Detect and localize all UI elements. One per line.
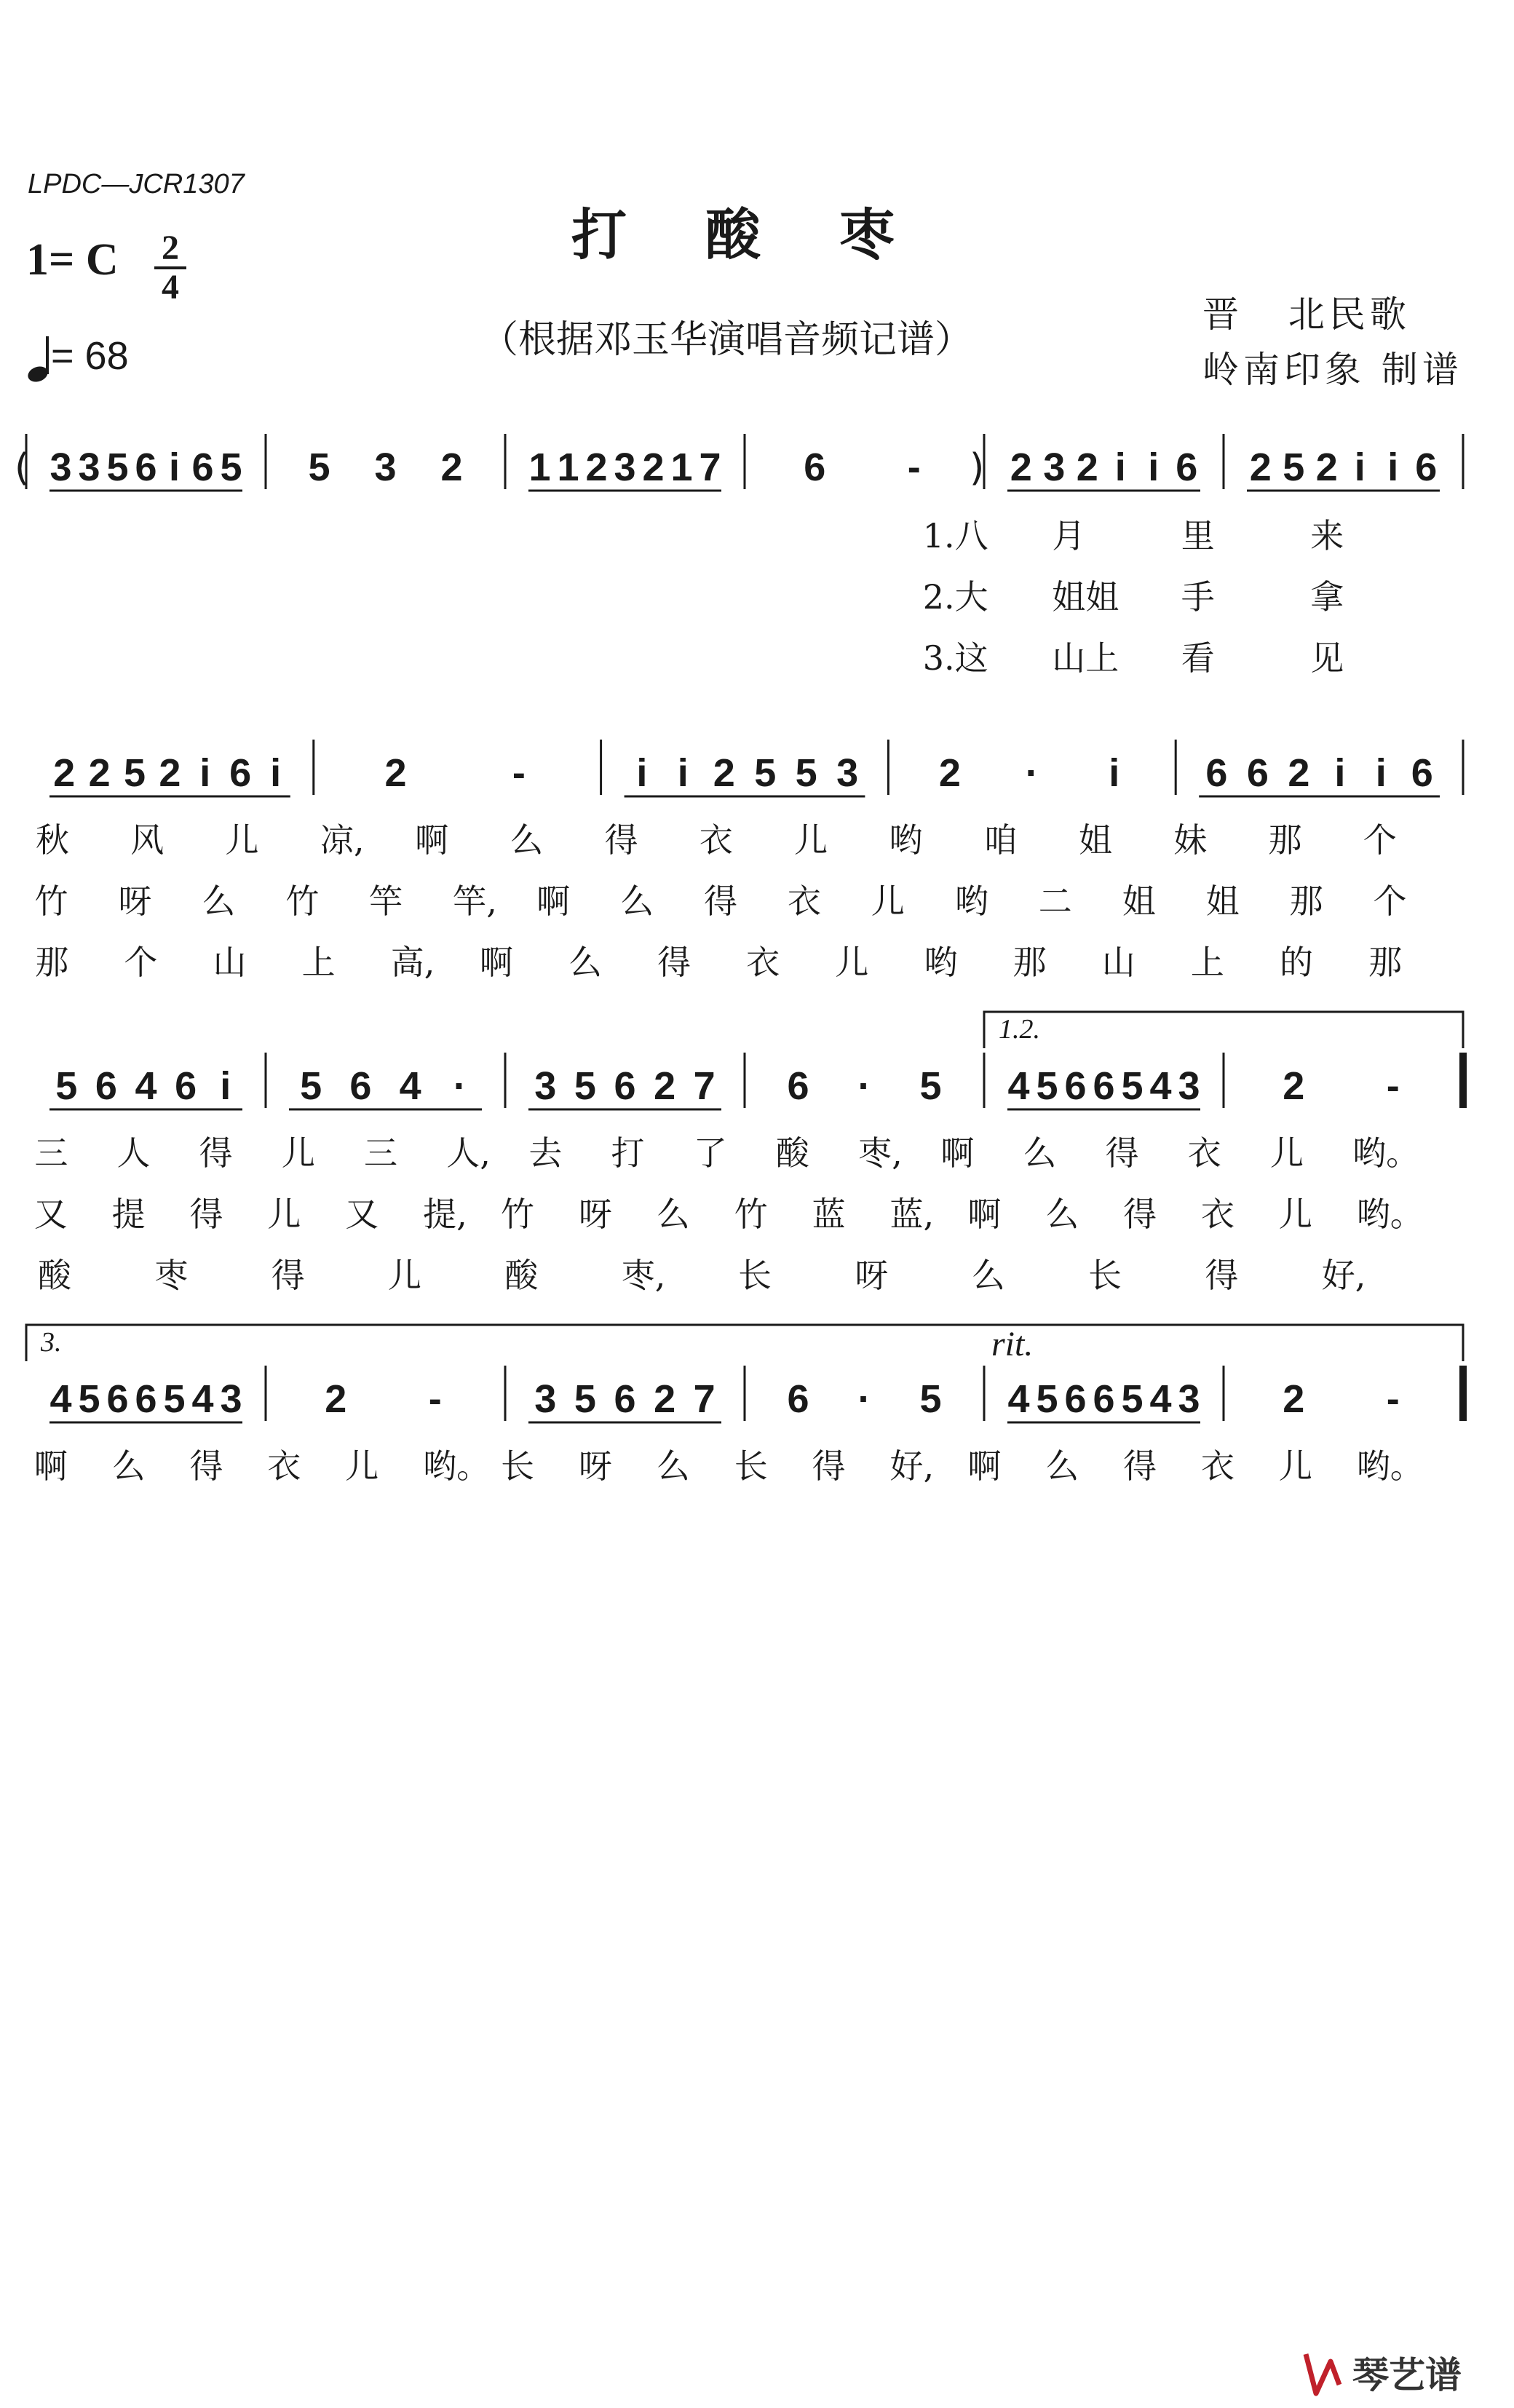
lyric-syllable: 枣, [858,1133,903,1173]
note: 2 [1249,445,1272,489]
note: · [857,1064,871,1108]
lyric-syllable: 哟。 [1356,1195,1424,1234]
lyric-syllable: 了 [693,1133,727,1173]
lyric-syllable: 得 [704,882,738,921]
lyric-syllable: 儿 [1278,1446,1312,1486]
lyric-syllable: 又 [345,1195,379,1234]
lyric-syllable: 得 [657,943,691,982]
qinyipu-logo-icon [1301,2348,1505,2399]
lyric-syllable: 得 [1123,1195,1157,1234]
note: 6 [95,1064,117,1108]
lyric-syllable: 哟 [889,820,923,860]
lyric-syllable: 么 [1045,1446,1079,1486]
note: 3 [1043,445,1066,489]
lyric-syllable: 酸 [504,1256,539,1295]
note: 5 [308,445,330,489]
note: 6 [135,1377,157,1421]
note: 6 [614,1064,636,1108]
note: 2 [440,445,463,489]
note: i [1114,445,1126,489]
song-title: 打酸枣 [571,202,973,267]
note: 5 [1121,1064,1144,1108]
lyric-syllable: 衣 [1187,1133,1221,1173]
note: 2 [1283,1064,1305,1108]
note: 2 [88,751,111,795]
lyric-syllable: 三 [34,1133,68,1173]
note: 2 [654,1064,676,1108]
lyric-syllable: 么 [656,1195,690,1234]
note: 1 [557,445,579,489]
lyric-syllable: 衣 [1201,1195,1235,1234]
lyric-syllable: 竹 [34,882,68,921]
lyric-syllable: 啊 [967,1195,1002,1234]
note: 1 [670,445,693,489]
note: · [1025,751,1039,795]
lyric-syllable: 人 [116,1133,151,1173]
note: i [636,751,648,795]
note: 6 [175,1064,197,1108]
note: 3 [220,1377,242,1421]
lyric-syllable: 儿 [281,1133,315,1173]
lyric-syllable: 姐 [1122,882,1156,921]
lyric-syllable: 啊 [536,882,571,921]
lyric-syllable: 酸 [775,1133,809,1173]
note: 7 [699,445,721,489]
lyric-syllable: 姐 [1078,820,1112,860]
lyric-syllable: 个 [1363,820,1397,860]
lyric-syllable: 啊 [479,943,513,982]
lyric-syllable: 蓝 [812,1195,846,1234]
note: 2 [1315,445,1338,489]
lyric-syllable: 上 [301,943,336,982]
lyric-syllable: 去 [528,1133,563,1173]
lyric-syllable: 啊 [940,1133,975,1173]
paren-open: ( [15,446,30,490]
paren-close: ) [970,446,985,490]
attribution-origin: 晋 北民歌 [1202,293,1411,336]
lyric-syllable: 个 [124,943,158,982]
lyric-syllable: 长 [738,1256,772,1295]
lyric-syllable: 妹 [1173,820,1208,860]
note: 7 [693,1064,716,1108]
note: i [1375,751,1387,795]
note: 1 [528,445,551,489]
note: - [512,751,526,795]
note: 3 [1178,1064,1200,1108]
lyric-syllable: 么 [510,820,544,860]
lyric-syllable: 儿 [225,820,259,860]
note: 5 [1036,1377,1058,1421]
lyric-syllable: 长 [501,1446,535,1486]
lyric-syllable: 儿 [345,1446,379,1486]
lyric-syllable: 个 [1373,882,1407,921]
lyric-syllable: 么 [620,882,654,921]
note: i [270,751,282,795]
note: 4 [1149,1064,1172,1108]
lyric-syllable: 得 [1105,1133,1139,1173]
lyric-syllable: 儿 [267,1195,301,1234]
note: 4 [135,1064,157,1108]
lyric-syllable: 那 [1268,820,1302,860]
lyric-syllable: 呀 [118,882,152,921]
volta-label: 3. [41,1327,62,1358]
lyric-syllable: 么 [1045,1195,1079,1234]
note: 6 [787,1064,809,1108]
lyric-syllable: 拿 [1310,577,1344,617]
note: 6 [1411,751,1433,795]
note: 4 [191,1377,214,1421]
note: 5 [163,1377,186,1421]
note: 4 [1007,1377,1030,1421]
volta-bracket [984,1012,1463,1048]
score-code: LPDC—JCR1307 [28,169,245,199]
note: - [907,445,921,489]
note: - [1386,1064,1400,1108]
note: 5 [78,1377,100,1421]
lyric-syllable: 凉, [320,820,365,860]
note: i [1109,751,1120,795]
note: i [220,1064,231,1108]
lyric-syllable: 姐 [1205,882,1240,921]
note: 3 [49,445,72,489]
lyric-syllable: 上 [1190,943,1224,982]
lyric-syllable: 来 [1310,516,1344,555]
lyric-syllable: 哟。 [1356,1446,1424,1486]
note: 3 [614,445,636,489]
lyric-syllable: 呀 [578,1195,612,1234]
note: 2 [585,445,608,489]
lyric-syllable: 山 [213,943,247,982]
note: 3 [534,1064,557,1108]
lyric-syllable: 山 [1101,943,1136,982]
note: 6 [1415,445,1438,489]
note: i [1387,445,1399,489]
lyric-syllable: 得 [1205,1256,1239,1295]
lyric-syllable: 的 [1279,943,1313,982]
lyric-syllable: 得 [199,1133,233,1173]
lyric-syllable: 么 [111,1446,146,1486]
lyric-syllable: 那 [35,943,69,982]
lyric-syllable: 手 [1181,577,1215,617]
lyric-syllable: 衣 [1201,1446,1235,1486]
note: 5 [220,445,242,489]
lyric-syllable: 长 [734,1446,768,1486]
note: 4 [49,1377,72,1421]
note: i [199,751,211,795]
note: 5 [919,1064,942,1108]
note: 6 [1205,751,1228,795]
lyric-syllable: 2.大 [922,577,988,617]
note: 5 [795,751,817,795]
lyric-syllable: 人, [446,1133,491,1173]
lyric-syllable: 啊 [33,1446,68,1486]
lyric-syllable: 哟。 [423,1446,491,1486]
note: 3 [534,1377,557,1421]
note: 6 [1176,445,1198,489]
lyric-syllable: 风 [130,820,165,860]
lyric-syllable: 么 [202,882,236,921]
note: 5 [1121,1377,1144,1421]
lyric-syllable: 高, [390,943,435,982]
note: 6 [229,751,252,795]
lyric-syllable: 呀 [578,1446,612,1486]
note: 6 [1246,751,1269,795]
note: 6 [614,1377,636,1421]
lyric-syllable: 三 [364,1133,398,1173]
note: - [428,1377,442,1421]
lyric-syllable: 得 [604,820,638,860]
meter-bottom: 4 [162,268,179,306]
note: 2 [159,751,181,795]
lyric-syllable: 哟。 [1352,1133,1420,1173]
lyric-syllable: 看 [1181,638,1215,678]
lyric-syllable: 得 [189,1446,223,1486]
lyric-syllable: 竿 [369,882,403,921]
lyric-syllable: 枣, [621,1256,666,1295]
lyric-syllable: 月 [1052,516,1086,555]
lyric-syllable: 哟 [924,943,958,982]
note: 5 [1036,1064,1058,1108]
note: 6 [349,1064,372,1108]
lyric-syllable: 得 [1123,1446,1157,1486]
lyric-syllable: 呀 [855,1256,889,1295]
lyric-syllable: 竹 [501,1195,535,1234]
note: 5 [300,1064,322,1108]
note: · [453,1064,467,1108]
lyric-syllable: 那 [1368,943,1403,982]
note: 5 [919,1377,942,1421]
lyric-syllable: 哟 [954,882,988,921]
lyric-syllable: 提 [111,1195,146,1234]
lyric-syllable: 么 [971,1256,1005,1295]
lyric-syllable: 竹 [285,882,320,921]
note: 5 [106,445,129,489]
note: 4 [1007,1064,1030,1108]
note: 2 [325,1377,347,1421]
lyric-syllable: 咱 [983,820,1018,860]
note: 7 [693,1377,716,1421]
key-signature: 1= C [26,235,119,285]
note: 3 [78,445,100,489]
attribution-arranger: 岭南印象 制谱 [1202,349,1463,391]
note: 2 [1010,445,1032,489]
note: 6 [1064,1064,1087,1108]
lyric-syllable: 儿 [794,820,828,860]
lyric-syllable: 儿 [1278,1195,1312,1234]
lyric-syllable: 好, [1321,1256,1366,1295]
lyric-syllable: 竹 [734,1195,768,1234]
lyric-syllable: 儿 [388,1256,422,1295]
lyric-syllable: 山上 [1052,638,1119,678]
lyric-syllable: 好, [889,1446,935,1486]
note: 2 [53,751,76,795]
lyric-syllable: 提, [423,1195,467,1234]
lyric-syllable: 长 [1088,1256,1122,1295]
lyric-syllable: 3.这 [922,638,988,678]
lyric-syllable: 那 [1012,943,1047,982]
note: 6 [804,445,826,489]
note: i [168,445,181,489]
volta-label: 1.2. [999,1014,1040,1045]
note: 5 [55,1064,78,1108]
lyric-syllable: 秋 [36,820,70,860]
note: 2 [1076,445,1098,489]
lyric-syllable: 儿 [835,943,869,982]
note: 6 [787,1377,809,1421]
note: 6 [1093,1064,1115,1108]
subtitle: （根据邓玉华演唱音频记谱） [480,318,973,362]
note: 3 [374,445,397,489]
lyric-syllable: 得 [812,1446,846,1486]
expression-mark: rit. [991,1325,1034,1363]
lyric-syllable: 么 [568,943,602,982]
lyric-syllable: 里 [1181,516,1215,555]
note: 5 [574,1064,596,1108]
note: 2 [1283,1377,1305,1421]
note: 4 [399,1064,421,1108]
lyric-syllable: 枣 [154,1256,189,1295]
lyric-syllable: 竿, [453,882,497,921]
lyric-syllable: 衣 [699,820,733,860]
note: 4 [1149,1377,1172,1421]
note: 6 [106,1377,129,1421]
lyric-syllable: 得 [271,1256,305,1295]
note: 2 [938,751,961,795]
lyric-syllable: 么 [656,1446,690,1486]
meter-top: 2 [162,229,179,267]
note: 6 [191,445,214,489]
note: 6 [135,445,157,489]
note: - [1386,1377,1400,1421]
note: i [1354,445,1366,489]
note: 2 [384,751,407,795]
watermark-text: 琴艺谱 [1352,2354,1462,2396]
note: 2 [654,1377,676,1421]
lyric-syllable: 见 [1310,638,1344,678]
lyric-syllable: 那 [1289,882,1323,921]
lyric-syllable: 衣 [787,882,821,921]
lyric-syllable: 蓝, [889,1195,935,1234]
note: 6 [1064,1377,1087,1421]
lyric-syllable: 衣 [267,1446,301,1486]
note: 3 [1178,1377,1200,1421]
lyric-syllable: 姐姐 [1052,577,1119,617]
note: i [677,751,689,795]
lyric-syllable: 酸 [38,1256,72,1295]
lyric-syllable: 1.八 [922,516,988,555]
note: 5 [754,751,777,795]
tempo-marking: = 68 [51,334,129,378]
lyric-syllable: 儿 [1269,1133,1304,1173]
note: 6 [1093,1377,1115,1421]
lyric-syllable: 儿 [871,882,905,921]
note: i [1148,445,1160,489]
volta-bracket [26,1325,1463,1361]
lyric-syllable: 又 [33,1195,68,1234]
lyric-syllable: 啊 [415,820,449,860]
note: 2 [1288,751,1310,795]
note: 5 [574,1377,596,1421]
lyric-syllable: 啊 [967,1446,1002,1486]
note: 2 [642,445,665,489]
note: 2 [713,751,735,795]
note: i [1334,751,1346,795]
lyric-syllable: 二 [1038,882,1072,921]
note: 5 [123,751,146,795]
lyric-syllable: 打 [611,1133,645,1173]
note: · [857,1377,871,1421]
lyric-syllable: 得 [189,1195,223,1234]
note: 3 [836,751,859,795]
lyric-syllable: 么 [1023,1133,1057,1173]
note: 5 [1283,445,1305,489]
lyric-syllable: 衣 [746,943,780,982]
